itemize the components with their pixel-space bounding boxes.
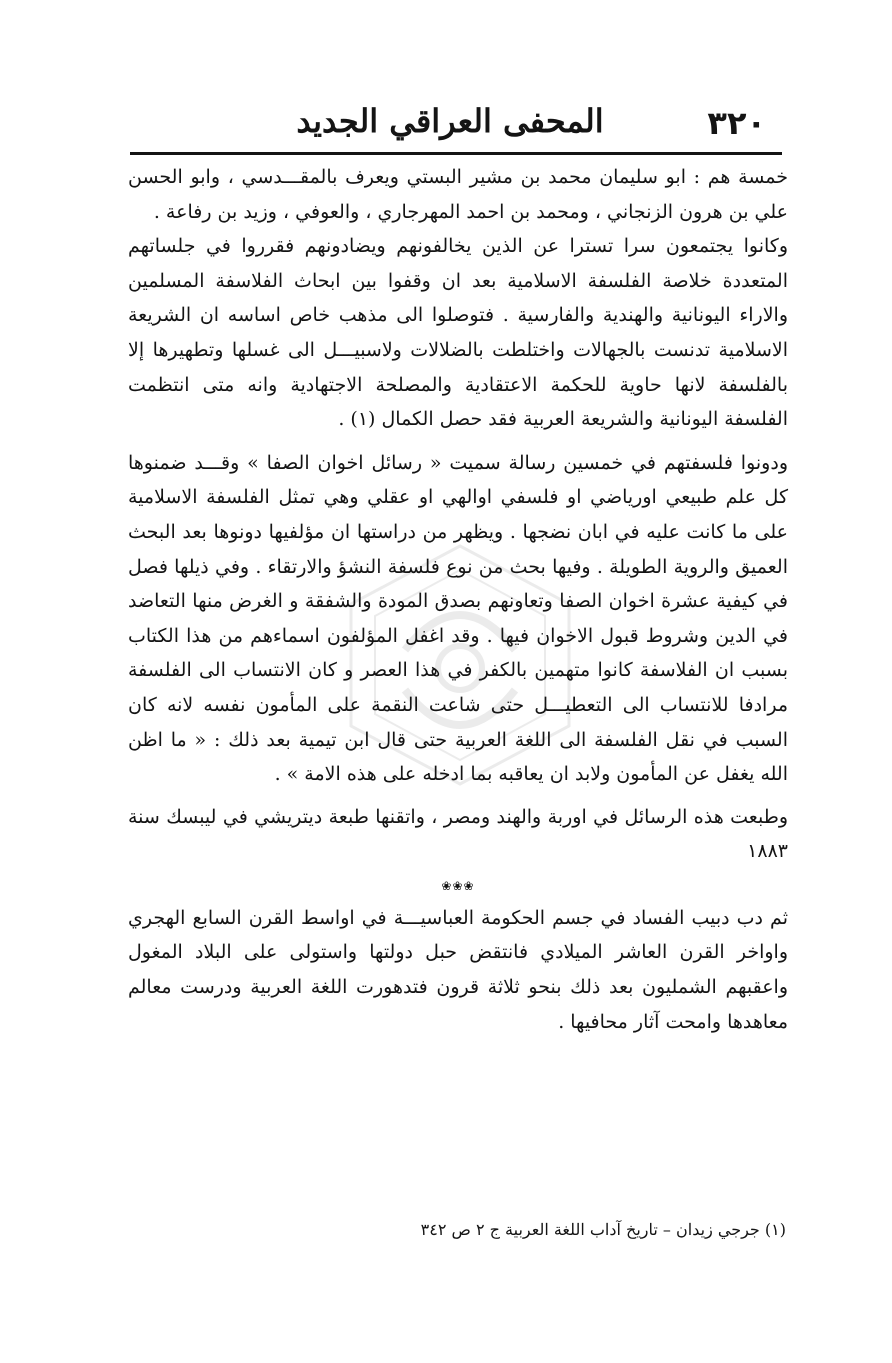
section-ornament: ❀❀❀: [441, 878, 475, 893]
paragraph: ودونوا فلسفتهم في خمسين رسالة سميت « رسائل اخوان الصفا » وقـــد ضمنوها كل علم طبيعي اورياضي او فلسفي اوالهي او عقلي وهي تمثل الفلسفة الاسلامية على ما كانت عليه في ابان نضجها . ويظهر من دراستها ان مؤلفيها دونوها بعد البحث العميق والروية الطويلة . وفيها بحث من نوع فلسفة النشؤ والارتقاء . وفي ذيلها فصل في كيفية عشرة اخوان الصفا وتعاونهم بصدق المودة والشفقة و الغرض منها التعاضد في الدين وشروط قبول الاخوان فيها . وقد اغفل المؤلفون اسماءهم من هذا الكتاب بسبب ان الفلاسفة كانوا متهمين بالكفر في هذا العصر و كان الانتساب الى الفلسفة مرادفا للانتساب الى التعطيـــل حتى شاعت النقمة على المأمون نفسه لانه كان السبب في نقل الفلسفة الى اللغة العربية حتى قال ابن تيمية بعد ذلك : « ما اظن الله يغفل عن المأمون ولابد ان يعاقبه بما ادخله على هذه الامة » .: [128, 451, 788, 786]
main-text: [128, 160, 788, 1039]
paragraph: ثم دب دبيب الفساد في جسم الحكومة العباسيـــة في اواسط القرن السابع الهجري واواخر القرن العاشر الميلادي فانتقض حبل دولتها واستولى على البلاد المغول واعقبهم الشمليون بعد ذلك بنحو ثلاثة قرون فتدهورت اللغة العربية ودرست معالم معاهدها وامحت آثار محافيها .: [128, 906, 788, 1033]
page-number: ٣٢٠: [707, 104, 766, 142]
header-rule: [130, 152, 782, 155]
footnote: (١) جرجي زيدان – تاريخ آداب اللغة العربية ج ٢ ص ٣٤٢: [420, 1220, 786, 1239]
paragraph: وكانوا يجتمعون سرا تسترا عن الذين يخالفونهم ويضادونهم فقرروا في جلساتهم المتعددة خلاصة الفلسفة الاسلامية بعد ان وقفوا بين ابحاث الفلاسفة المسلمين والاراء اليونانية والهندية والفارسية . فتوصلوا الى مذهب خاص اساسه ان الشريعة الاسلامية تدنست بالجهالات واختلطت بالضلالات ولاسبيـــل الى غسلها وتطهيرها إلا بالفلسفة لانها حاوية للحكمة الاعتقادية والمصلحة الاجتهادية وانه متى انتظمت الفلسفة اليونانية والشريعة العربية فقد حصل الكمال (١) .: [128, 235, 788, 431]
running-title: المحفى العراقي الجديد: [296, 102, 604, 140]
paragraph: خمسة هم : ابو سليمان محمد بن مشير البستي ويعرف بالمقـــدسي ، وابو الحسن علي بن هرون الزنجاني ، ومحمد بن احمد المهرجاري ، والعوفي ، وزيد بن رفاعة .: [128, 166, 788, 223]
paragraph: وطبعت هذه الرسائل في اوربة والهند ومصر ، واتقنها طبعة ديتريشي في ليبسك سنة ١٨٨٣: [128, 805, 788, 863]
page-header: [120, 100, 780, 146]
